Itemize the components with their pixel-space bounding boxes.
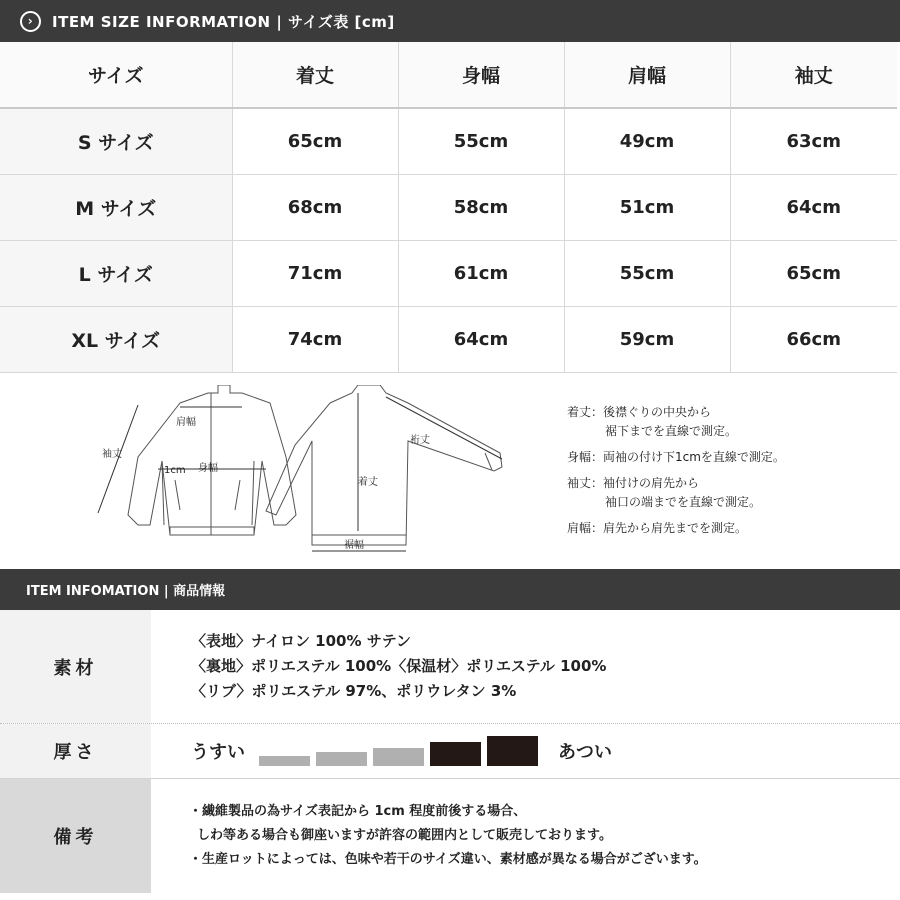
size-label-cell: L サイズ [0, 240, 232, 306]
size-label-cell: XL サイズ [0, 306, 232, 372]
note-line: 裾下までを直線で測定。 [605, 424, 738, 438]
table-cell: 64cm [398, 306, 564, 372]
thickness-level-bar [259, 756, 310, 766]
table-cell: 74cm [232, 306, 398, 372]
table-row [0, 240, 897, 306]
column-header: 身幅 [398, 42, 564, 108]
note-line: 身幅：両袖の付け下1cmを直線で測定。 [567, 450, 785, 464]
size-table [0, 42, 897, 373]
diagram-label-sleeve: 袖丈 [102, 449, 122, 460]
table-row [0, 174, 897, 240]
material-label: 素材 [0, 610, 151, 723]
thickness-thick-label: あつい [558, 742, 612, 763]
table-cell: 68cm [232, 174, 398, 240]
remarks-label: 備考 [0, 779, 151, 893]
thickness-thin-label: うすい [191, 742, 245, 763]
column-header: 袖丈 [730, 42, 897, 108]
diagram-label-hem: 裾幅 [344, 540, 364, 551]
material-value [151, 610, 900, 723]
material-line: 〈裏地〉ポリエステル 100%〈保温材〉ポリエステル 100% [191, 657, 607, 675]
diagram-label-shoulder: 肩幅 [176, 417, 196, 428]
size-section-header [0, 0, 900, 42]
material-line: 〈表地〉ナイロン 100% サテン [191, 632, 411, 650]
thickness-row [0, 724, 900, 779]
table-cell: 64cm [730, 174, 897, 240]
diagram-label-body-width: 身幅 [198, 463, 218, 474]
table-row [0, 108, 897, 174]
column-header: 肩幅 [564, 42, 730, 108]
note-line: 袖口の端までを直線で測定。 [605, 495, 762, 509]
note-line: 肩幅：肩先から肩先までを測定。 [567, 521, 748, 535]
remarks-row [0, 779, 900, 893]
column-header: 着丈 [232, 42, 398, 108]
thickness-level-bar [316, 752, 367, 766]
table-row [0, 306, 897, 372]
table-cell: 49cm [564, 108, 730, 174]
note-shoulder [567, 519, 887, 538]
measurement-notes [567, 403, 887, 545]
note-line: 着丈：後襟ぐりの中央から [567, 405, 712, 419]
note-body-width [567, 448, 887, 467]
diagram-label-yuki: 裄丈 [410, 435, 430, 446]
info-section-title: ITEM INFOMATION | 商品情報 [26, 584, 226, 599]
table-cell: 55cm [564, 240, 730, 306]
jacket-measurement-diagram [90, 385, 530, 565]
diagram-label-length: 着丈 [358, 477, 378, 488]
table-cell: 58cm [398, 174, 564, 240]
chevron-right-circle-icon: › [20, 11, 41, 32]
table-cell: 51cm [564, 174, 730, 240]
table-cell: 59cm [564, 306, 730, 372]
table-cell: 65cm [232, 108, 398, 174]
table-cell: 61cm [398, 240, 564, 306]
thickness-scale [259, 736, 544, 766]
table-cell: 66cm [730, 306, 897, 372]
thickness-level-bar [373, 748, 424, 766]
material-row [0, 610, 900, 724]
size-label-cell: M サイズ [0, 174, 232, 240]
back-jacket-outline [266, 385, 502, 545]
note-line: 袖丈：袖付けの肩先から [567, 476, 700, 490]
note-length [567, 403, 887, 441]
thickness-label: 厚さ [0, 724, 151, 778]
thickness-value [151, 724, 900, 778]
remarks-line: しわ等ある場合も御座いますが許容の範囲内として販売しております。 [197, 828, 612, 843]
info-section-header [0, 569, 900, 610]
size-table-header-row [0, 42, 897, 108]
size-label-cell: S サイズ [0, 108, 232, 174]
table-cell: 63cm [730, 108, 897, 174]
size-section-title: ITEM SIZE INFORMATION | サイズ表 [cm] [52, 12, 395, 31]
remarks-value [151, 779, 900, 893]
thickness-level-bar [487, 736, 538, 766]
remarks-line: ・繊維製品の為サイズ表記から 1cm 程度前後する場合、 [189, 804, 527, 819]
material-line: 〈リブ〉ポリエステル 97%、ポリウレタン 3% [191, 682, 517, 700]
table-cell: 65cm [730, 240, 897, 306]
table-cell: 55cm [398, 108, 564, 174]
remarks-line: ・生産ロットによっては、色味や若干のサイズ違い、素材感が異なる場合がございます。 [189, 852, 707, 867]
table-cell: 71cm [232, 240, 398, 306]
column-header: サイズ [0, 42, 232, 108]
thickness-level-bar [430, 742, 481, 766]
diagram-label-1cm: 1cm [164, 465, 186, 476]
note-sleeve [567, 474, 887, 512]
